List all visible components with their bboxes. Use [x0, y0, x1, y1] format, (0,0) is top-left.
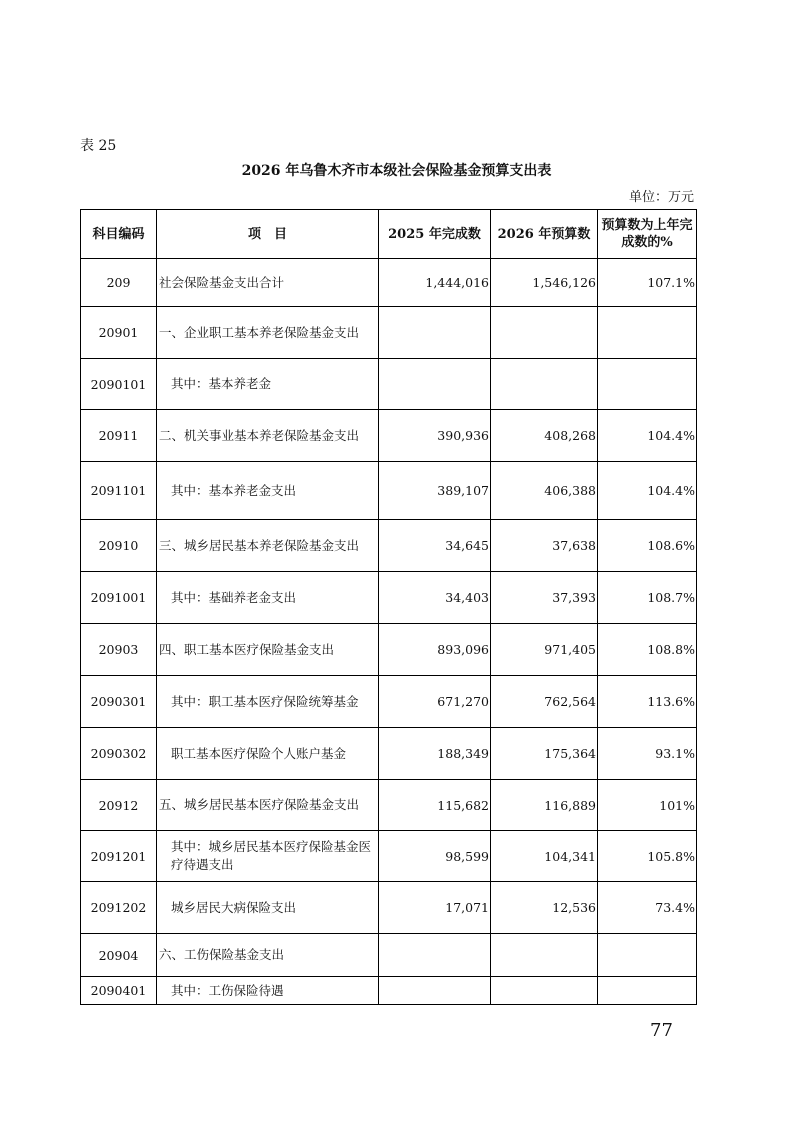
row-ratio: 104.4% — [598, 462, 697, 520]
row-item: 其中：基本养老金支出 — [157, 462, 379, 520]
row-item: 职工基本医疗保险个人账户基金 — [157, 728, 379, 780]
header-ratio: 预算数为上年完成数的% — [598, 210, 697, 259]
row-ratio: 108.8% — [598, 624, 697, 676]
row-completed-2025: 893,096 — [379, 624, 491, 676]
row-completed-2025 — [379, 934, 491, 977]
row-code: 2090302 — [81, 728, 157, 780]
row-ratio: 107.1% — [598, 259, 697, 307]
row-item: 五、城乡居民基本医疗保险基金支出 — [157, 780, 379, 831]
row-budget-2026: 406,388 — [491, 462, 598, 520]
row-budget-2026: 116,889 — [491, 780, 598, 831]
row-ratio: 105.8% — [598, 831, 697, 882]
table-header-row — [81, 210, 697, 259]
row-item: 二、机关事业基本养老保险基金支出 — [157, 410, 379, 462]
table-row — [81, 882, 697, 934]
table-row — [81, 259, 697, 307]
row-budget-2026: 104,341 — [491, 831, 598, 882]
row-code: 2091101 — [81, 462, 157, 520]
row-code: 20910 — [81, 520, 157, 572]
row-code: 2091201 — [81, 831, 157, 882]
row-ratio: 108.7% — [598, 572, 697, 624]
row-item: 其中：工伤保险待遇 — [157, 977, 379, 1005]
row-completed-2025 — [379, 307, 491, 359]
row-item: 四、职工基本医疗保险基金支出 — [157, 624, 379, 676]
row-completed-2025: 98,599 — [379, 831, 491, 882]
row-code: 20903 — [81, 624, 157, 676]
table-row — [81, 831, 697, 882]
row-completed-2025: 34,403 — [379, 572, 491, 624]
row-code: 20901 — [81, 307, 157, 359]
row-budget-2026: 12,536 — [491, 882, 598, 934]
header-completed-2025: 2025 年完成数 — [379, 210, 491, 259]
row-ratio — [598, 934, 697, 977]
table-row — [81, 728, 697, 780]
row-ratio — [598, 977, 697, 1005]
row-budget-2026 — [491, 977, 598, 1005]
table-row — [81, 572, 697, 624]
row-item: 其中：城乡居民基本医疗保险基金医疗待遇支出 — [157, 831, 379, 882]
row-completed-2025: 389,107 — [379, 462, 491, 520]
row-ratio: 113.6% — [598, 676, 697, 728]
row-code: 2090301 — [81, 676, 157, 728]
row-item: 其中：职工基本医疗保险统筹基金 — [157, 676, 379, 728]
row-budget-2026: 175,364 — [491, 728, 598, 780]
row-ratio — [598, 307, 697, 359]
row-budget-2026: 971,405 — [491, 624, 598, 676]
row-completed-2025: 671,270 — [379, 676, 491, 728]
row-budget-2026: 762,564 — [491, 676, 598, 728]
row-budget-2026: 37,393 — [491, 572, 598, 624]
table-row — [81, 977, 697, 1005]
unit-label: 单位：万元 — [628, 190, 694, 205]
row-completed-2025 — [379, 359, 491, 410]
table-row — [81, 676, 697, 728]
row-item: 城乡居民大病保险支出 — [157, 882, 379, 934]
row-code: 2091202 — [81, 882, 157, 934]
row-code: 20912 — [81, 780, 157, 831]
row-completed-2025: 115,682 — [379, 780, 491, 831]
table-row — [81, 780, 697, 831]
row-completed-2025 — [379, 977, 491, 1005]
row-code: 2090401 — [81, 977, 157, 1005]
row-completed-2025: 390,936 — [379, 410, 491, 462]
row-completed-2025: 34,645 — [379, 520, 491, 572]
table-row — [81, 934, 697, 977]
page-title: 2026 年乌鲁木齐市本级社会保险基金预算支出表 — [241, 163, 552, 179]
row-completed-2025: 17,071 — [379, 882, 491, 934]
table-row — [81, 462, 697, 520]
budget-table — [80, 209, 697, 1005]
row-budget-2026 — [491, 359, 598, 410]
row-completed-2025: 1,444,016 — [379, 259, 491, 307]
row-completed-2025: 188,349 — [379, 728, 491, 780]
row-budget-2026: 1,546,126 — [491, 259, 598, 307]
row-item: 其中：基本养老金 — [157, 359, 379, 410]
row-budget-2026 — [491, 307, 598, 359]
row-budget-2026: 408,268 — [491, 410, 598, 462]
row-code: 20911 — [81, 410, 157, 462]
table-row — [81, 624, 697, 676]
row-code: 2091001 — [81, 572, 157, 624]
table-label: 表 25 — [80, 138, 117, 154]
header-item: 项 目 — [157, 210, 379, 259]
row-item: 六、工伤保险基金支出 — [157, 934, 379, 977]
row-item: 三、城乡居民基本养老保险基金支出 — [157, 520, 379, 572]
row-ratio: 104.4% — [598, 410, 697, 462]
row-ratio: 73.4% — [598, 882, 697, 934]
header-budget-2026: 2026 年预算数 — [491, 210, 598, 259]
row-item: 一、企业职工基本养老保险基金支出 — [157, 307, 379, 359]
table-row — [81, 520, 697, 572]
row-budget-2026: 37,638 — [491, 520, 598, 572]
row-item: 社会保险基金支出合计 — [157, 259, 379, 307]
table-row — [81, 410, 697, 462]
page-number: 77 — [650, 1020, 673, 1041]
row-ratio — [598, 359, 697, 410]
row-code: 209 — [81, 259, 157, 307]
row-code: 2090101 — [81, 359, 157, 410]
row-ratio: 101% — [598, 780, 697, 831]
header-code: 科目编码 — [81, 210, 157, 259]
row-ratio: 108.6% — [598, 520, 697, 572]
table-row — [81, 359, 697, 410]
table-row — [81, 307, 697, 359]
row-item: 其中：基础养老金支出 — [157, 572, 379, 624]
row-ratio: 93.1% — [598, 728, 697, 780]
row-budget-2026 — [491, 934, 598, 977]
row-code: 20904 — [81, 934, 157, 977]
